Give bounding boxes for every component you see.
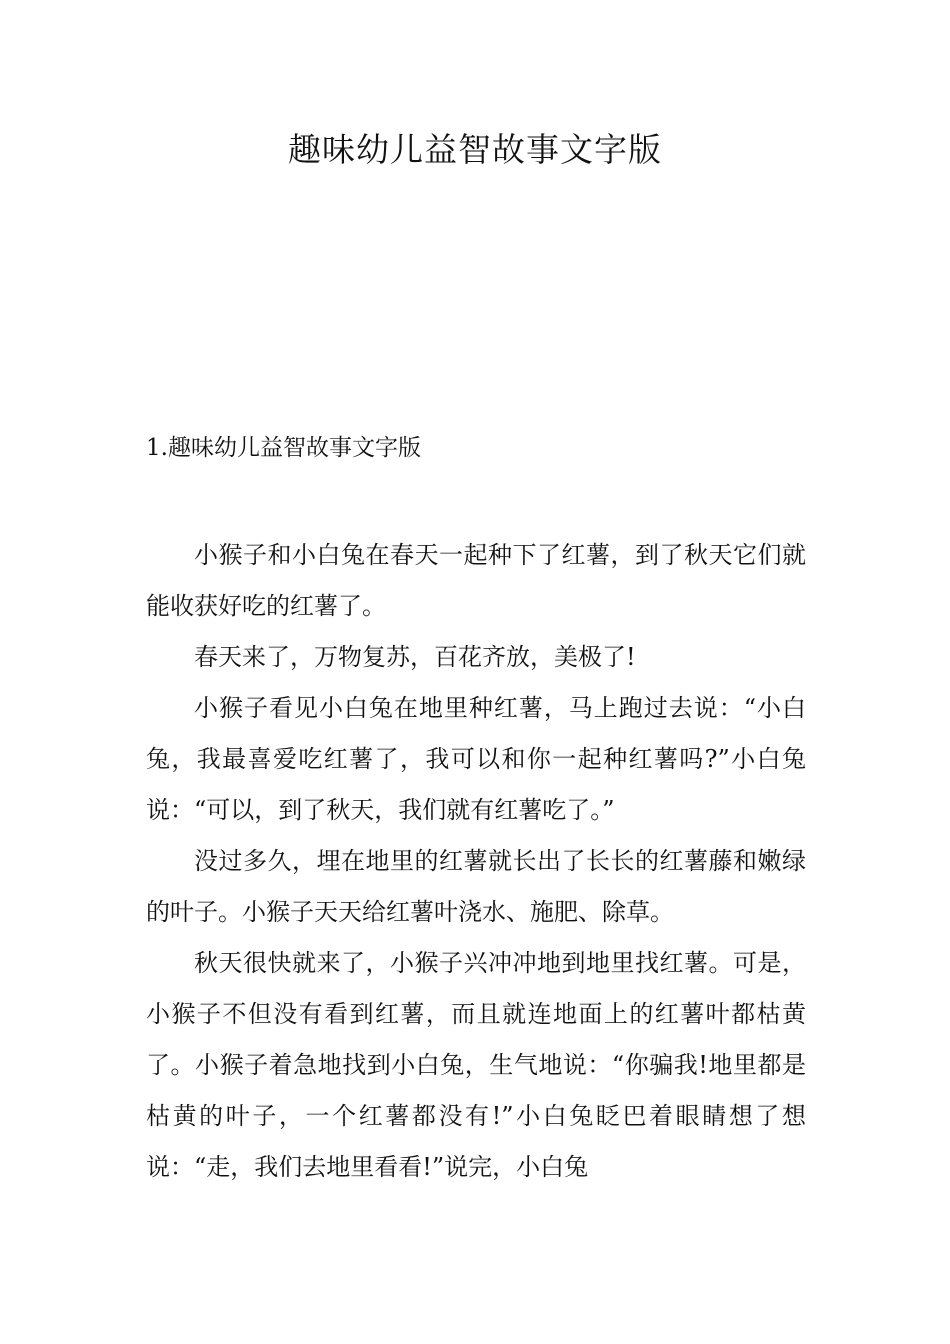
paragraph-2: 春天来了，万物复苏，百花齐放，美极了! bbox=[194, 643, 636, 671]
paragraph-1: 小猴子和小白兔在春天一起种下了红薯，到了秋天它们就能收获好吃的红薯了。 bbox=[146, 541, 806, 620]
document-title: 趣味幼儿益智故事文字版 bbox=[288, 130, 662, 169]
paragraph-5: 秋天很快就来了，小猴子兴冲冲地到地里找红薯。可是，小猴子不但没有看到红薯，而且就连地面上的红薯叶都枯黄了。小猴子着急地找到小白兔，生气地说：“你骗我!地里都是枯黄的叶子，一个红薯都没有!”小白兔眨巴着眼睛想了想说：“走，我们去地里看看!”说完，小白兔 bbox=[146, 949, 806, 1181]
section-heading: 1.趣味幼儿益智故事文字版 bbox=[146, 435, 421, 461]
story-body bbox=[146, 530, 806, 1193]
paragraph-4: 没过多久，埋在地里的红薯就长出了长长的红薯藤和嫩绿的叶子。小猴子天天给红薯叶浇水、施肥、除草。 bbox=[146, 847, 806, 926]
paragraph-3: 小猴子看见小白兔在地里种红薯，马上跑过去说：“小白兔，我最喜爱吃红薯了，我可以和你一起种红薯吗?”小白兔说：“可以，到了秋天，我们就有红薯吃了。” bbox=[146, 694, 806, 824]
